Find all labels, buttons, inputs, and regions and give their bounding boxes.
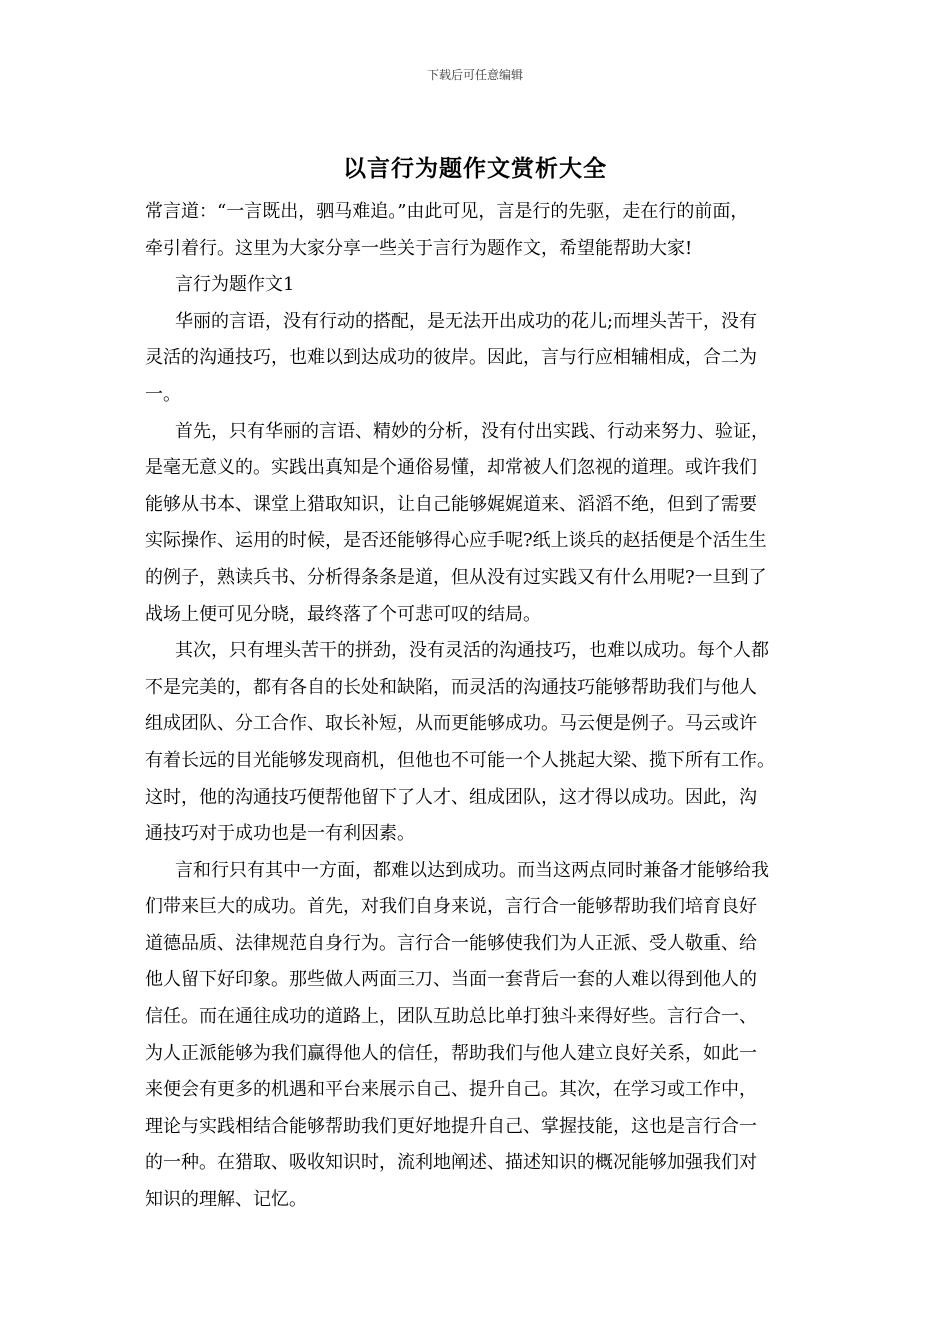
text-line: 能够从书本、课堂上猎取知识，让自己能够娓娓道来、滔滔不绝，但到了需要: [145, 493, 757, 515]
text-line: 华丽的言语，没有行动的搭配，是无法开出成功的花儿;而埋头苦干，没有: [175, 310, 758, 332]
text-line: 理论与实践相结合能够帮助我们更好地提升自己、掌握技能，这也是言行合一: [145, 1115, 757, 1137]
text-line: 一。: [145, 383, 181, 405]
text-line: 他人留下好印象。那些做人两面三刀、当面一套背后一套的人难以得到他人的: [145, 969, 757, 991]
text-line: 不是完美的，都有各自的长处和缺陷，而灵活的沟通技巧能够帮助我们与他人: [145, 676, 757, 698]
text-line: 其次，只有埋头苦干的拼劲，没有灵活的沟通技巧，也难以成功。每个人都: [175, 640, 769, 662]
text-line: 们带来巨大的成功。首先，对我们自身来说，言行合一能够帮助我们培育良好: [145, 896, 757, 918]
text-line: 战场上便可见分晓，最终落了个可悲可叹的结局。: [145, 603, 541, 625]
text-line: 常言道：“一言既出，驷马难追。”由此可见，言是行的先驱，走在行的前面，: [145, 201, 749, 222]
text-line: 为人正派能够为我们赢得他人的信任，帮助我们与他人建立良好关系，如此一: [145, 1042, 757, 1064]
text-line: 的例子，熟读兵书、分析得条条是道，但从没有过实践又有什么用呢?一旦到了: [145, 566, 767, 588]
text-line: 通技巧对于成功也是一有利因素。: [145, 823, 415, 845]
text-line: 这时，他的沟通技巧便帮他留下了人才、组成团队，这才得以成功。因此，沟: [145, 786, 757, 808]
document-body: [145, 194, 820, 1219]
text-line: 组成团队、分工合作、取长补短，从而更能够成功。马云便是例子。马云或许: [145, 713, 757, 735]
text-line: 是毫无意义的。实践出真知是个通俗易懂，却常被人们忽视的道理。或许我们: [145, 457, 757, 479]
text-line: 信任。而在通往成功的道路上，团队互助总比单打独斗来得好些。言行合一、: [145, 1006, 757, 1028]
text-line: 道德品质、法律规范自身行为。言行合一能够使我们为人正派、受人敬重、给: [145, 932, 757, 954]
text-line: 灵活的沟通技巧，也难以到达成功的彼岸。因此，言与行应相辅相成，合二为: [145, 347, 757, 369]
text-line: 的一种。在猎取、吸收知识时，流利地阐述、描述知识的概况能够加强我们对: [145, 1152, 757, 1174]
text-line: 来便会有更多的机遇和平台来展示自己、提升自己。其次，在学习或工作中，: [145, 1079, 757, 1101]
text-line: 实际操作、运用的时候，是否还能够得心应手呢?纸上谈兵的赵括便是个活生生: [145, 530, 767, 552]
document-title: 以言行为题作文赏析大全: [343, 155, 607, 182]
text-line: 言行为题作文1: [175, 274, 295, 296]
text-line: 知识的理解、记忆。: [145, 1189, 307, 1211]
text-line: 首先，只有华丽的言语、精妙的分析，没有付出实践、行动来努力、验证，: [175, 420, 769, 442]
header-note: 下载后可任意编辑: [426, 68, 523, 82]
text-line: 牵引着行。这里为大家分享一些关于言行为题作文，希望能帮助大家!: [145, 237, 693, 259]
text-line: 言和行只有其中一方面，都难以达到成功。而当这两点同时兼备才能够给我: [175, 859, 769, 881]
text-line: 有着长远的目光能够发现商机，但他也不可能一个人挑起大梁、揽下所有工作。: [145, 749, 775, 771]
